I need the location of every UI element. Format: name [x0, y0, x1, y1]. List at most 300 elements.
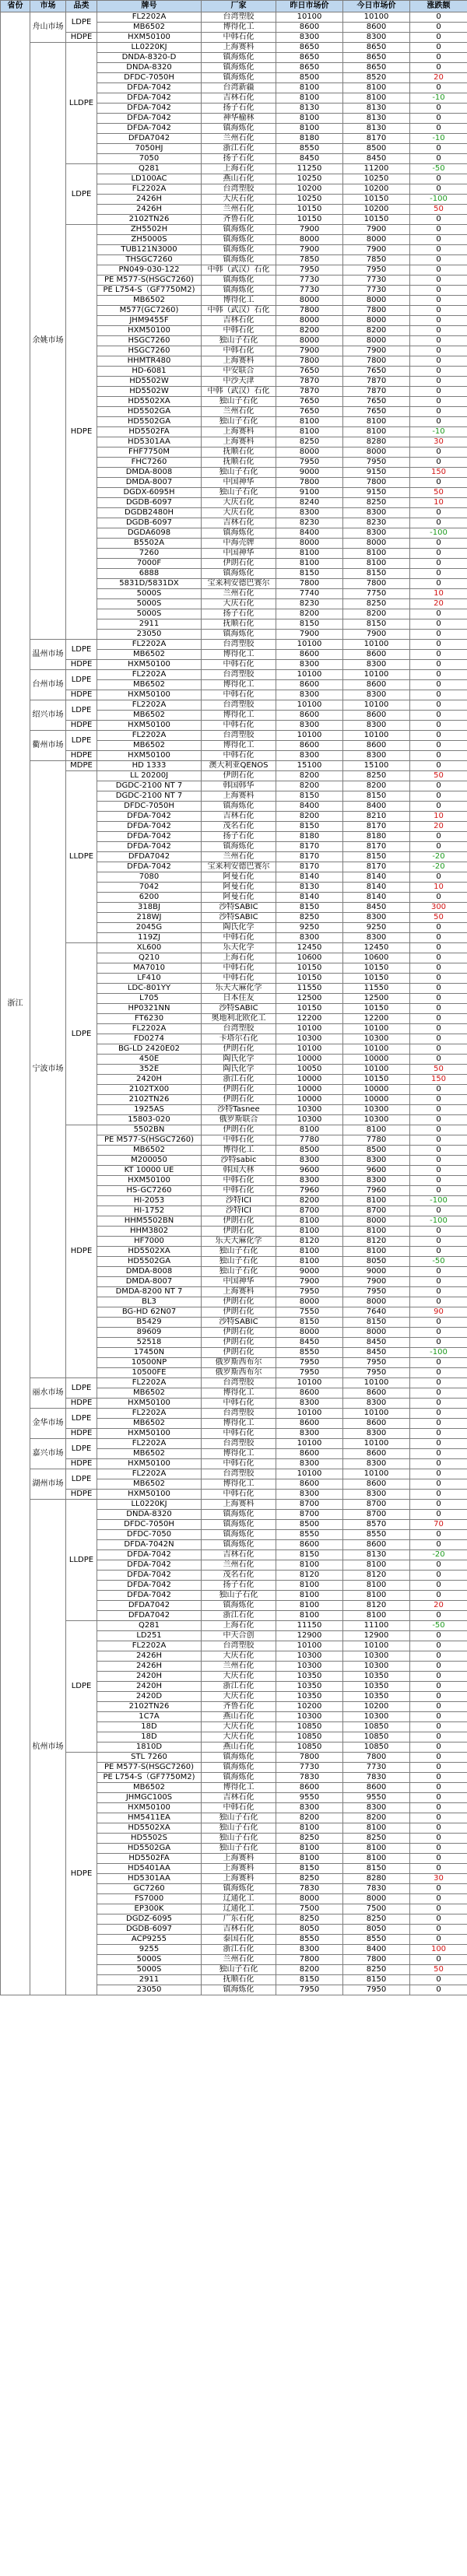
cell-maker: 独山子石化 — [202, 1823, 276, 1834]
cell-maker: 独山子石化 — [202, 1834, 276, 1844]
cell-grade: 2426H — [97, 1662, 202, 1672]
cell-today-price: 10300 — [343, 1712, 410, 1722]
cell-prev-price: 7950 — [276, 1287, 343, 1297]
cell-maker: 兰州石化 — [202, 205, 276, 215]
cell-category: LDPE — [66, 1439, 97, 1459]
cell-today-price: 11100 — [343, 1621, 410, 1631]
cell-maker: 伊朗石化 — [202, 1297, 276, 1307]
cell-prev-price: 8300 — [276, 1429, 343, 1439]
cell-prev-price: 9550 — [276, 1793, 343, 1803]
cell-today-price: 8100 — [343, 1227, 410, 1237]
cell-grade: HHMTR480 — [97, 356, 202, 367]
cell-grade: THSGC7260 — [97, 255, 202, 265]
cell-prev-price: 10250 — [276, 195, 343, 205]
cell-today-price: 7900 — [343, 1277, 410, 1287]
cell-today-price: 8000 — [343, 1328, 410, 1338]
cell-today-price: 7950 — [343, 458, 410, 468]
cell-grade: DGDB2480H — [97, 508, 202, 518]
cell-prev-price: 8150 — [276, 1318, 343, 1328]
header-change: 涨跌额 — [410, 1, 467, 12]
cell-grade: 5831D/5831DX — [97, 579, 202, 589]
cell-change: 0 — [410, 1955, 467, 1965]
cell-maker: 中国神华 — [202, 478, 276, 488]
cell-change: 0 — [410, 1783, 467, 1793]
cell-today-price: 8300 — [343, 1399, 410, 1409]
cell-prev-price: 10300 — [276, 1105, 343, 1115]
cell-today-price: 8130 — [343, 104, 410, 114]
cell-change: 0 — [410, 842, 467, 852]
cell-grade: 2102TN26 — [97, 1702, 202, 1712]
cell-prev-price: 10100 — [276, 731, 343, 741]
cell-prev-price: 8170 — [276, 842, 343, 852]
cell-today-price: 10100 — [343, 12, 410, 23]
cell-change: 30 — [410, 1874, 467, 1884]
cell-prev-price: 10100 — [276, 1378, 343, 1388]
cell-maker: 博得化工 — [202, 711, 276, 721]
cell-maker: 中韩（武汉）石化 — [202, 306, 276, 316]
cell-prev-price: 7800 — [276, 1753, 343, 1763]
cell-today-price: 7640 — [343, 1307, 410, 1318]
cell-today-price: 7830 — [343, 1773, 410, 1783]
cell-change: 0 — [410, 994, 467, 1004]
table-row — [1, 1621, 467, 1631]
cell-today-price: 8120 — [343, 1601, 410, 1611]
cell-change: 0 — [410, 1894, 467, 1904]
table-row — [1, 43, 467, 53]
cell-grade: 52518 — [97, 1338, 202, 1348]
cell-prev-price: 8500 — [276, 1520, 343, 1530]
cell-today-price: 7870 — [343, 387, 410, 397]
cell-maker: 博得化工 — [202, 1388, 276, 1399]
cell-change: 0 — [410, 1024, 467, 1034]
cell-change: 0 — [410, 660, 467, 670]
cell-change: 0 — [410, 1206, 467, 1216]
cell-prev-price: 8100 — [276, 1125, 343, 1135]
cell-prev-price: 8200 — [276, 1813, 343, 1823]
cell-today-price: 8250 — [343, 498, 410, 508]
cell-prev-price: 8130 — [276, 883, 343, 893]
cell-change: 0 — [410, 670, 467, 680]
table-row — [1, 1399, 467, 1409]
cell-maker: 上海赛科 — [202, 1854, 276, 1864]
cell-today-price: 8450 — [343, 1338, 410, 1348]
cell-change: 0 — [410, 1844, 467, 1854]
cell-grade: 1925AS — [97, 1105, 202, 1115]
cell-grade: FHC7260 — [97, 458, 202, 468]
cell-today-price: 10350 — [343, 1672, 410, 1682]
cell-grade: HD5502GA — [97, 407, 202, 417]
cell-change: 0 — [410, 83, 467, 93]
cell-today-price: 8170 — [343, 842, 410, 852]
cell-grade: 2911 — [97, 619, 202, 630]
cell-market: 湖州市场 — [30, 1469, 66, 1500]
cell-change: 0 — [410, 1125, 467, 1135]
cell-prev-price: 7730 — [276, 1763, 343, 1773]
cell-grade: DFDA-7042 — [97, 812, 202, 822]
cell-grade: 7050 — [97, 154, 202, 164]
cell-today-price: 7730 — [343, 286, 410, 296]
cell-prev-price: 10100 — [276, 1469, 343, 1479]
cell-today-price: 7950 — [343, 1287, 410, 1297]
cell-maker: 镇海炼化 — [202, 73, 276, 83]
cell-today-price: 8100 — [343, 93, 410, 104]
cell-maker: 镇海炼化 — [202, 255, 276, 265]
cell-maker: 吉林石化 — [202, 518, 276, 528]
cell-maker: 中韩石化 — [202, 1176, 276, 1186]
cell-today-price: 10100 — [343, 1044, 410, 1055]
cell-maker: 中韩石化 — [202, 1186, 276, 1196]
cell-prev-price: 8100 — [276, 124, 343, 134]
cell-maker: 大庆石化 — [202, 1722, 276, 1732]
cell-grade: FT6230 — [97, 1014, 202, 1024]
cell-change: 0 — [410, 1044, 467, 1055]
cell-grade: 1810D — [97, 1742, 202, 1753]
cell-change: 0 — [410, 1409, 467, 1419]
cell-category: LDPE — [66, 640, 97, 660]
cell-maker: 中天合创 — [202, 1631, 276, 1641]
cell-maker: 抚顺石化 — [202, 447, 276, 458]
cell-change: 0 — [410, 306, 467, 316]
cell-change: 0 — [410, 650, 467, 660]
cell-maker: 阿曼石化 — [202, 872, 276, 883]
cell-prev-price: 8100 — [276, 1216, 343, 1227]
table-row — [1, 1125, 467, 1135]
cell-change: 0 — [410, 1864, 467, 1874]
cell-prev-price: 8600 — [276, 23, 343, 33]
cell-today-price: 10100 — [343, 1378, 410, 1388]
cell-grade: 5502BN — [97, 1125, 202, 1135]
cell-maker: 伊朗石化 — [202, 1227, 276, 1237]
cell-maker: 镇海炼化 — [202, 1884, 276, 1894]
cell-change: 0 — [410, 1186, 467, 1196]
cell-prev-price: 8230 — [276, 599, 343, 609]
cell-grade: 23050 — [97, 630, 202, 640]
cell-grade: MB6502 — [97, 711, 202, 721]
cell-grade: LD251 — [97, 1631, 202, 1641]
cell-maker: 吉林石化 — [202, 93, 276, 104]
cell-change: 0 — [410, 1156, 467, 1166]
cell-maker: 台湾塑胶 — [202, 1641, 276, 1651]
cell-change: 0 — [410, 387, 467, 397]
cell-today-price: 8100 — [343, 1125, 410, 1135]
cell-maker: 吉林石化 — [202, 316, 276, 326]
cell-today-price: 10100 — [343, 1469, 410, 1479]
cell-today-price: 8170 — [343, 822, 410, 832]
cell-grade: 2420D — [97, 1692, 202, 1702]
cell-prev-price: 8150 — [276, 1864, 343, 1874]
cell-change: 0 — [410, 690, 467, 700]
cell-grade: FL2202A — [97, 731, 202, 741]
cell-grade: BL3 — [97, 1297, 202, 1307]
cell-prev-price: 8130 — [276, 104, 343, 114]
cell-change: -100 — [410, 1348, 467, 1358]
cell-grade: DGDZ-6095 — [97, 1914, 202, 1925]
cell-maker: 伊朗石化 — [202, 1085, 276, 1095]
table-row — [1, 761, 467, 771]
cell-today-price: 8200 — [343, 1813, 410, 1823]
cell-change: 0 — [410, 1540, 467, 1550]
cell-grade: GC7260 — [97, 1884, 202, 1894]
cell-maker: 阿曼石化 — [202, 883, 276, 893]
cell-maker: 台湾塑胶 — [202, 184, 276, 195]
cell-today-price: 8250 — [343, 1914, 410, 1925]
cell-today-price: 10150 — [343, 195, 410, 205]
cell-change: 0 — [410, 1712, 467, 1722]
cell-today-price: 10000 — [343, 1055, 410, 1065]
cell-grade: HD-6081 — [97, 367, 202, 377]
cell-maker: 宝来利安德巴赛尔 — [202, 579, 276, 589]
cell-maker: 上海石化 — [202, 1621, 276, 1631]
cell-today-price: 8170 — [343, 862, 410, 872]
cell-today-price: 8600 — [343, 1419, 410, 1429]
cell-maker: 阿曼石化 — [202, 893, 276, 903]
cell-prev-price: 7800 — [276, 478, 343, 488]
cell-today-price: 10100 — [343, 670, 410, 680]
cell-maker: 沙特SABIC — [202, 903, 276, 913]
cell-category: HDPE — [66, 660, 97, 670]
cell-grade: HSGC7260 — [97, 346, 202, 356]
cell-today-price: 8100 — [343, 83, 410, 93]
cell-change: 0 — [410, 721, 467, 731]
cell-maker: 中韩石化 — [202, 33, 276, 43]
cell-today-price: 10100 — [343, 1641, 410, 1651]
cell-prev-price: 8300 — [276, 751, 343, 761]
cell-change: 0 — [410, 1732, 467, 1742]
cell-market: 温州市场 — [30, 640, 66, 670]
cell-maker: 中韩石化 — [202, 1803, 276, 1813]
cell-change: 0 — [410, 184, 467, 195]
cell-maker: 扬子石化 — [202, 104, 276, 114]
cell-today-price: 8300 — [343, 1156, 410, 1166]
cell-grade: DFDA-7042 — [97, 822, 202, 832]
cell-grade: DFDA-7042 — [97, 114, 202, 124]
cell-prev-price: 8600 — [276, 1540, 343, 1550]
cell-maker: 独山子石化 — [202, 1267, 276, 1277]
cell-today-price: 8170 — [343, 134, 410, 144]
cell-today-price: 8200 — [343, 326, 410, 336]
cell-prev-price: 7870 — [276, 387, 343, 397]
cell-change: 0 — [410, 791, 467, 802]
cell-prev-price: 8300 — [276, 1176, 343, 1186]
cell-prev-price: 8300 — [276, 1459, 343, 1469]
cell-prev-price: 8650 — [276, 53, 343, 63]
cell-grade: DFDA-7042 — [97, 124, 202, 134]
cell-category: HDPE — [66, 1753, 97, 1995]
cell-grade: 2426H — [97, 195, 202, 205]
cell-change: 0 — [410, 1237, 467, 1247]
cell-change: 0 — [410, 953, 467, 963]
cell-change: 0 — [410, 1834, 467, 1844]
cell-maker: 上海石化 — [202, 953, 276, 963]
cell-prev-price: 7900 — [276, 245, 343, 255]
cell-maker: 台湾塑胶 — [202, 731, 276, 741]
cell-grade: BG-LD 2420E02 — [97, 1044, 202, 1055]
cell-category: HDPE — [66, 1459, 97, 1469]
cell-market: 台州市场 — [30, 670, 66, 700]
cell-change: 0 — [410, 1935, 467, 1945]
cell-maker: 俄罗斯联合 — [202, 1115, 276, 1125]
cell-change: 50 — [410, 771, 467, 781]
cell-maker: 吉林石化 — [202, 1793, 276, 1803]
cell-change: 0 — [410, 1672, 467, 1682]
cell-grade: 2102TN26 — [97, 1095, 202, 1105]
cell-prev-price: 12450 — [276, 943, 343, 953]
cell-grade: Q281 — [97, 1621, 202, 1631]
cell-grade: HD5502FA — [97, 1854, 202, 1864]
cell-change: 0 — [410, 356, 467, 367]
cell-change: 0 — [410, 539, 467, 549]
cell-grade: 2045G — [97, 923, 202, 933]
cell-grade: LL 20200J — [97, 771, 202, 781]
cell-grade: XL600 — [97, 943, 202, 953]
cell-prev-price: 10850 — [276, 1742, 343, 1753]
cell-change: 0 — [410, 1135, 467, 1146]
cell-maker: 沙特SABIC — [202, 913, 276, 923]
cell-today-price: 8300 — [343, 508, 410, 518]
cell-maker: 辽通化工 — [202, 1894, 276, 1904]
cell-prev-price: 7850 — [276, 255, 343, 265]
cell-today-price: 10600 — [343, 953, 410, 963]
cell-today-price: 8600 — [343, 1388, 410, 1399]
cell-grade: Q281 — [97, 164, 202, 174]
cell-today-price: 10300 — [343, 1034, 410, 1044]
cell-grade: DNDA-8320 — [97, 63, 202, 73]
cell-prev-price: 7950 — [276, 265, 343, 275]
cell-prev-price: 7830 — [276, 1884, 343, 1894]
cell-maker: 抚顺石化 — [202, 458, 276, 468]
cell-maker: 中韩石化 — [202, 346, 276, 356]
cell-change: 0 — [410, 1378, 467, 1388]
cell-change: 0 — [410, 1479, 467, 1490]
cell-today-price: 10200 — [343, 184, 410, 195]
cell-market: 衢州市场 — [30, 731, 66, 761]
cell-prev-price: 8200 — [276, 771, 343, 781]
cell-change: 0 — [410, 680, 467, 690]
cell-change: 0 — [410, 397, 467, 407]
cell-grade: DFDA7042 — [97, 1601, 202, 1611]
cell-prev-price: 7730 — [276, 275, 343, 286]
cell-maker: 上海赛科 — [202, 356, 276, 367]
cell-grade: JHM9455F — [97, 316, 202, 326]
cell-prev-price: 7550 — [276, 1307, 343, 1318]
cell-today-price: 9000 — [343, 1267, 410, 1277]
cell-prev-price: 8400 — [276, 802, 343, 812]
cell-change: 0 — [410, 215, 467, 225]
cell-change: 0 — [410, 630, 467, 640]
cell-today-price: 8450 — [343, 154, 410, 164]
cell-change: 0 — [410, 802, 467, 812]
cell-today-price: 8050 — [343, 1257, 410, 1267]
cell-today-price: 8000 — [343, 447, 410, 458]
cell-change: 0 — [410, 1297, 467, 1307]
cell-change: 0 — [410, 984, 467, 994]
cell-grade: DGDA6098 — [97, 528, 202, 539]
cell-prev-price: 8550 — [276, 1935, 343, 1945]
cell-grade: PE M577-S(HSGC7260) — [97, 1135, 202, 1146]
cell-prev-price: 8100 — [276, 93, 343, 104]
cell-today-price: 8400 — [343, 802, 410, 812]
cell-maker: 大庆石化 — [202, 1692, 276, 1702]
cell-maker: 独山子石化 — [202, 1257, 276, 1267]
cell-prev-price: 7900 — [276, 1277, 343, 1287]
cell-today-price: 9150 — [343, 468, 410, 478]
cell-change: 90 — [410, 1307, 467, 1318]
cell-maker: 镇海炼化 — [202, 286, 276, 296]
cell-prev-price: 7960 — [276, 1186, 343, 1196]
cell-grade: DFDA-7042 — [97, 1560, 202, 1571]
cell-change: 0 — [410, 1227, 467, 1237]
cell-maker: 广东石化 — [202, 1914, 276, 1925]
cell-prev-price: 8100 — [276, 427, 343, 437]
cell-prev-price: 8600 — [276, 711, 343, 721]
cell-change: 0 — [410, 23, 467, 33]
cell-prev-price: 10150 — [276, 1004, 343, 1014]
cell-today-price: 8700 — [343, 1206, 410, 1216]
cell-today-price: 9250 — [343, 923, 410, 933]
cell-grade: DMDA-8007 — [97, 478, 202, 488]
cell-today-price: 8120 — [343, 1571, 410, 1581]
cell-category: LDPE — [66, 670, 97, 690]
cell-change: 0 — [410, 569, 467, 579]
cell-grade: DFDA7042 — [97, 1611, 202, 1621]
cell-region: 浙江 — [1, 12, 30, 1995]
cell-prev-price: 8650 — [276, 63, 343, 73]
cell-today-price: 8130 — [343, 1550, 410, 1560]
cell-prev-price: 8100 — [276, 549, 343, 559]
cell-today-price: 8140 — [343, 872, 410, 883]
cell-change: 0 — [410, 1490, 467, 1500]
cell-grade: PE M577-S(HSGC7260) — [97, 1763, 202, 1773]
cell-prev-price: 10150 — [276, 205, 343, 215]
cell-prev-price: 8600 — [276, 1479, 343, 1490]
cell-today-price: 8100 — [343, 559, 410, 569]
cell-maker: 乐天大麻化学 — [202, 984, 276, 994]
cell-today-price: 8100 — [343, 549, 410, 559]
cell-maker: 中海壳牌 — [202, 539, 276, 549]
cell-grade: 6200 — [97, 893, 202, 903]
cell-maker: 韩国大林 — [202, 1166, 276, 1176]
cell-grade: HXM50100 — [97, 751, 202, 761]
cell-change: 0 — [410, 579, 467, 589]
cell-change: 0 — [410, 609, 467, 619]
cell-change: 0 — [410, 1803, 467, 1813]
cell-change: 0 — [410, 1722, 467, 1732]
cell-change: 10 — [410, 812, 467, 822]
cell-change: 0 — [410, 1662, 467, 1672]
cell-maker: 镇海炼化 — [202, 1763, 276, 1773]
cell-today-price: 8700 — [343, 1510, 410, 1520]
cell-maker: 燕山石化 — [202, 1742, 276, 1753]
cell-category: MDPE — [66, 761, 97, 771]
cell-change: 0 — [410, 872, 467, 883]
cell-change: 0 — [410, 1095, 467, 1105]
cell-grade: HXM50100 — [97, 1176, 202, 1186]
cell-maker: 伊朗石化 — [202, 559, 276, 569]
cell-maker: 中韩石化 — [202, 690, 276, 700]
cell-prev-price: 10000 — [276, 1085, 343, 1095]
cell-change: 0 — [410, 447, 467, 458]
cell-maker: 博得化工 — [202, 1783, 276, 1793]
cell-maker: 镇海炼化 — [202, 225, 276, 235]
table-row — [1, 1490, 467, 1500]
cell-today-price: 8600 — [343, 741, 410, 751]
cell-today-price: 8130 — [343, 124, 410, 134]
cell-prev-price: 8550 — [276, 144, 343, 154]
cell-grade: 7050HJ — [97, 144, 202, 154]
cell-maker: 大庆石化 — [202, 195, 276, 205]
cell-maker: 中国神华 — [202, 549, 276, 559]
cell-grade: DFDA-7042 — [97, 832, 202, 842]
